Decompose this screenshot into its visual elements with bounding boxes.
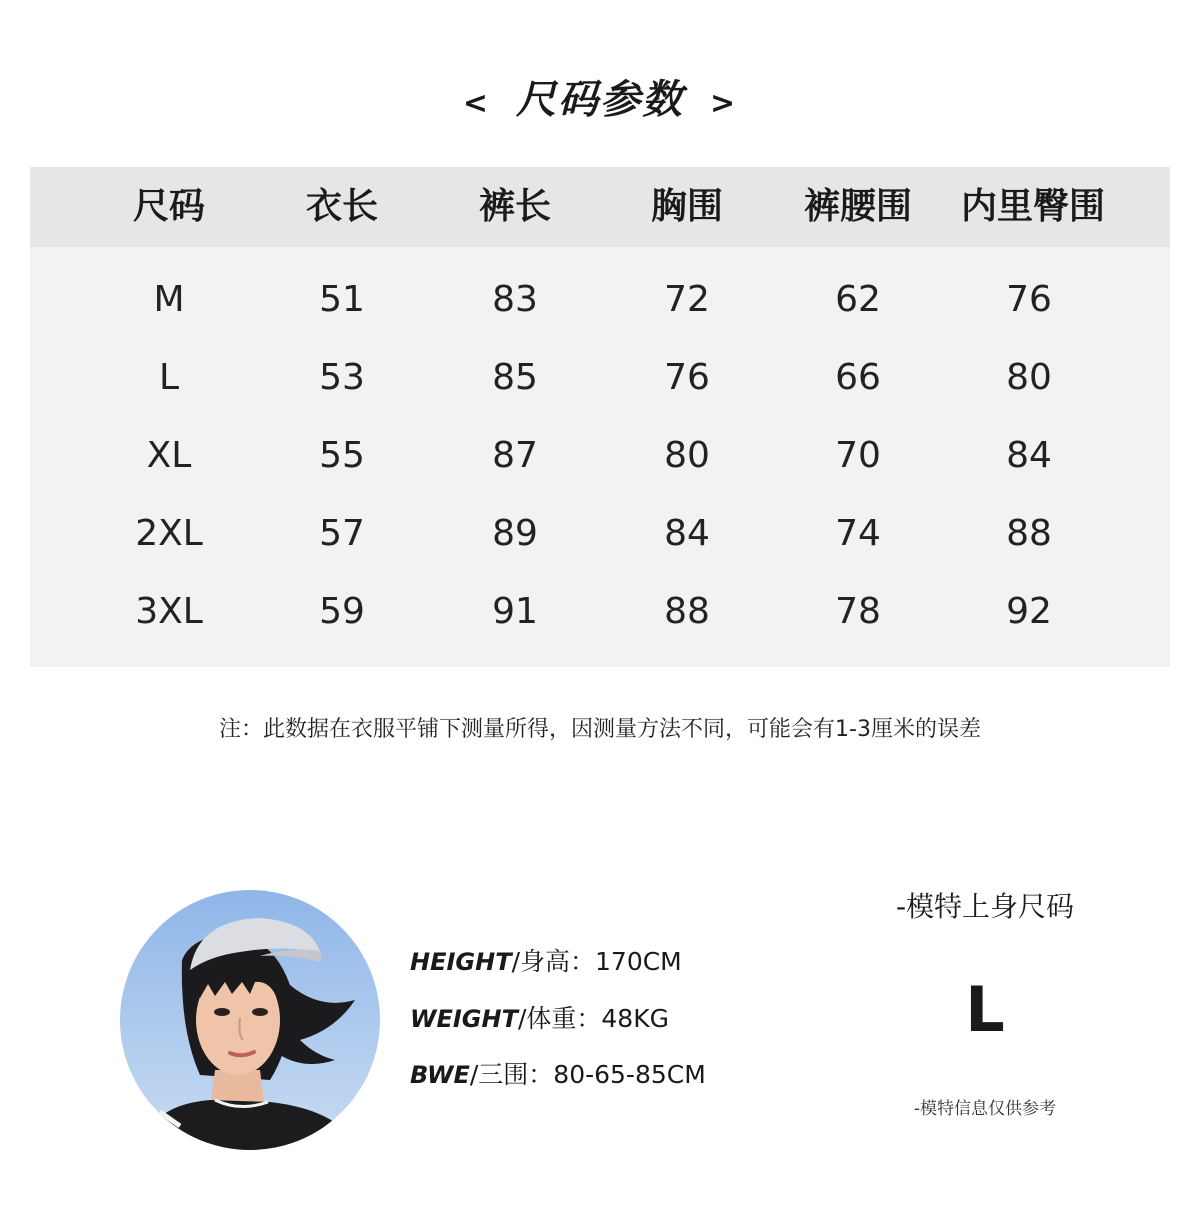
model-weight [410,999,669,1039]
table-cell: 72 [664,279,710,320]
table-cell: 89 [492,513,538,554]
header-garment-length: 衣长 [305,186,378,227]
table-cell: 62 [835,279,881,320]
model-bwh [410,1055,706,1095]
table-row [30,417,1170,495]
table-cell: 66 [835,357,881,398]
model-photo [120,890,380,1150]
table-cell: 85 [492,357,538,398]
table-cell: 80 [664,435,710,476]
page-title-text: 尺码参数 [516,77,684,123]
size-table [30,167,1170,667]
table-row [30,495,1170,573]
header-pants-length: 裤长 [478,186,551,227]
table-cell: 84 [664,513,710,554]
table-cell: 59 [319,591,365,632]
header-inner-hip: 内里臀围 [960,186,1105,227]
header-size: 尺码 [132,186,205,227]
model-portrait-illustration [120,890,380,1150]
header-chest: 胸围 [650,186,723,227]
table-cell: 84 [1006,435,1052,476]
table-row [30,339,1170,417]
table-cell: 2XL [135,513,203,554]
table-cell: 88 [664,591,710,632]
table-cell: M [153,279,185,320]
weight-label: WEIGHT [410,1005,518,1033]
model-size-value: L [965,973,1005,1046]
table-cell: 87 [492,435,538,476]
table-cell: 74 [835,513,881,554]
table-cell: 88 [1006,513,1052,554]
bwe-value: /三围：80-65-85CM [469,1060,706,1089]
table-cell: 70 [835,435,881,476]
weight-value: /体重：48KG [517,1004,669,1033]
table-cell: 53 [319,357,365,398]
model-size-title: -模特上身尺码 [895,890,1075,923]
right-chevron-icon: > [709,86,738,121]
table-cell: 92 [1006,591,1052,632]
table-cell: 57 [319,513,365,554]
left-chevron-icon: < [462,86,491,121]
table-cell: 80 [1006,357,1052,398]
table-row [30,261,1170,339]
table-row [30,573,1170,651]
table-cell: 51 [319,279,365,320]
measurement-note: 注：此数据在衣服平铺下测量所得，因测量方法不同，可能会有1-3厘米的误差 [219,717,981,742]
table-cell: 91 [492,591,538,632]
table-cell: 83 [492,279,538,320]
model-height [410,942,682,982]
table-header [30,167,1170,247]
table-cell: L [158,357,180,398]
table-cell: 78 [835,591,881,632]
height-value: /身高：170CM [511,947,682,976]
table-cell: 3XL [135,591,203,632]
model-disclaimer: -模特信息仅供参考 [913,1099,1057,1119]
table-cell: 76 [1006,279,1052,320]
table-cell: XL [146,435,192,476]
header-pants-waist: 裤腰围 [803,186,912,227]
bwe-label: BWE [410,1061,470,1089]
table-cell: 55 [319,435,365,476]
table-cell: 76 [664,357,710,398]
page-title [0,72,1200,132]
height-label: HEIGHT [410,948,512,976]
